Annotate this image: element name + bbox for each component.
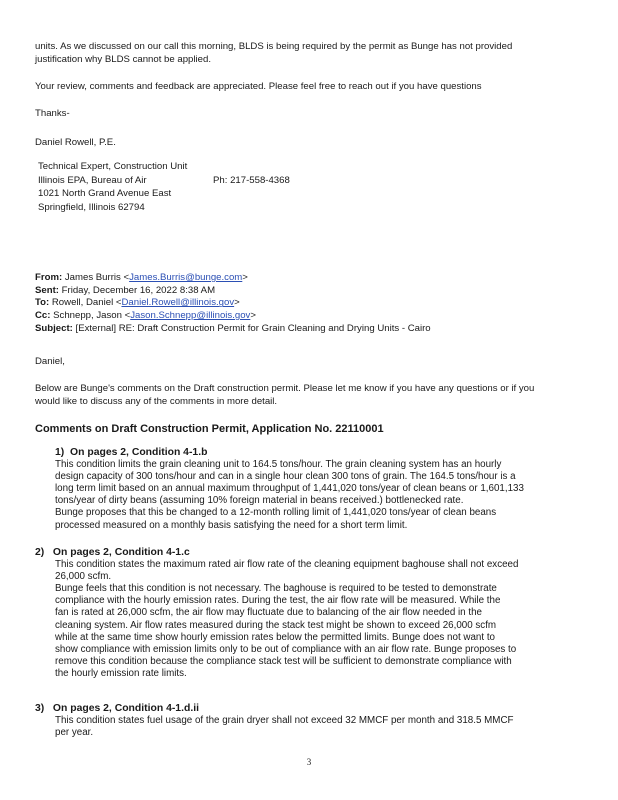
signature-title: Technical Expert, Construction Unit bbox=[38, 161, 188, 172]
thanks-text: Thanks- bbox=[35, 108, 70, 119]
comment-line: processed measured on a monthly basis satisfying the need for a short term limit. bbox=[55, 519, 408, 531]
cc-name: Schnepp, Jason < bbox=[53, 310, 131, 322]
comment-line: This condition limits the grain cleaning unit to 164.5 tons/hour. The grain cleaning system has an hourly bbox=[55, 459, 502, 471]
email-cc-row bbox=[35, 310, 431, 323]
comment-line: This condition states fuel usage of the grain dryer shall not exceed 32 MMCF per month and 318.5 MMCF bbox=[55, 715, 514, 727]
comment-line: This condition states the maximum rated air flow rate of the cleaning equipment baghouse shall not exceed bbox=[55, 559, 519, 571]
review-sentence: Your review, comments and feedback are appreciated. Please feel free to reach out if you have questions bbox=[35, 81, 482, 92]
comment-item-1-body bbox=[55, 459, 585, 532]
to-email-link[interactable]: Daniel.Rowell@illinois.gov bbox=[121, 297, 235, 309]
intro-line-1: units. As we discussed on our call this morning, BLDS is being required by the permit as Bunge has not provided bbox=[35, 41, 513, 52]
signature-city: Springfield, Illinois 62794 bbox=[38, 201, 145, 213]
reply-intro-line-2: would like to discuss any of the comments in more detail. bbox=[35, 396, 278, 407]
comment-line: long term limit based on an annual maximum throughput of 1,441,020 tons/year of clean beans or 1,601,133 bbox=[55, 483, 524, 495]
cc-close: > bbox=[250, 310, 256, 322]
comment-item-1-title bbox=[55, 447, 585, 459]
from-email-link[interactable]: James.Burris@bunge.com bbox=[129, 272, 243, 283]
from-label: From: bbox=[35, 272, 63, 283]
email-to-row bbox=[35, 297, 431, 310]
comment-line: design capacity of 300 tons/hour and can in a single hour clean 300 tons of grain. The 164.5 tons/hour is a bbox=[55, 471, 516, 483]
sender-name: Daniel Rowell, P.E. bbox=[35, 137, 116, 148]
email-subject-row bbox=[35, 323, 431, 336]
comment-item-2-title-text: On pages 2, Condition 4-1.c bbox=[52, 547, 190, 558]
comment-item-3-body bbox=[55, 715, 585, 739]
intro-line-2: justification why BLDS cannot be applied. bbox=[35, 54, 211, 65]
signature-block bbox=[38, 160, 290, 214]
comment-item-2-title bbox=[35, 547, 585, 559]
sent-label: Sent: bbox=[35, 284, 59, 296]
comment-item-2-number: 2) bbox=[35, 547, 45, 558]
signature-phone: Ph: 217-558-4368 bbox=[213, 174, 290, 186]
signature-street: 1021 North Grand Avenue East bbox=[38, 188, 172, 199]
subject-value: [External] RE: Draft Construction Permit for Grain Cleaning and Drying Units - Cairo bbox=[75, 322, 431, 334]
to-label: To: bbox=[35, 297, 50, 309]
cc-email-link[interactable]: Jason.Schnepp@illinois.gov bbox=[130, 310, 251, 322]
comment-line: fan is rated at 26,000 scfm, the air flow may fluctuate due to balancing of the air flow needed in the bbox=[55, 607, 482, 619]
comment-line: compliance with the hourly emission rates. During the test, the air flow rate will be measured. While the bbox=[55, 595, 501, 607]
comment-item-1-number: 1) bbox=[55, 447, 65, 458]
comment-line: Bunge proposes that this be changed to a 12-month rolling limit of 1,441,020 tons/year of clean beans bbox=[55, 507, 497, 519]
reply-intro bbox=[35, 382, 595, 408]
email-from-row bbox=[35, 272, 431, 285]
comment-item-3-title bbox=[35, 703, 585, 715]
comment-line: tons/year of dirty beans (assuming 10% foreign material in beans received.) bottlenecked rate. bbox=[55, 495, 464, 507]
sent-value: Friday, December 16, 2022 8:38 AM bbox=[61, 284, 216, 296]
page-number: 3 bbox=[306, 757, 312, 767]
comment-item-1 bbox=[55, 447, 585, 532]
comment-item-1-title-text: On pages 2, Condition 4-1.b bbox=[70, 447, 208, 458]
comment-item-3-number: 3) bbox=[35, 703, 45, 714]
to-name: Rowell, Daniel < bbox=[51, 297, 122, 309]
comment-item-3 bbox=[35, 703, 585, 739]
comment-line: cleaning system. Air flow rates measured during the stack test might be shown to exceed 26,000 scfm bbox=[55, 619, 497, 631]
reply-greeting: Daniel, bbox=[35, 356, 65, 367]
comment-line: 26,000 scfm. bbox=[55, 571, 112, 583]
email-sent-row bbox=[35, 285, 431, 298]
subject-label: Subject: bbox=[35, 322, 73, 334]
comment-line: remove this condition because the compliance stack test will be sufficient to demonstrate compliance with bbox=[55, 655, 512, 667]
intro-paragraph bbox=[35, 40, 595, 66]
comment-line: show compliance with emission limits only to be out of compliance with an air flow rate. Bunge proposes to bbox=[55, 643, 517, 655]
comment-line: the hourly emission rate limits. bbox=[55, 667, 187, 679]
comment-line: while at the same time show hourly emission rates below the permitted limits. Bunge does not want to bbox=[55, 631, 495, 643]
comments-heading: Comments on Draft Construction Permit, Application No. 22110001 bbox=[35, 423, 384, 435]
from-name: James Burris < bbox=[64, 272, 130, 283]
comment-item-3-title-text: On pages 2, Condition 4-1.d.ii bbox=[52, 703, 199, 714]
cc-label: Cc: bbox=[35, 310, 51, 322]
reply-intro-line-1: Below are Bunge's comments on the Draft construction permit. Please let me know if you have any questions or if you bbox=[35, 383, 535, 394]
comment-line: Bunge feels that this condition is not necessary. The baghouse is required to be tested to demonstrate bbox=[55, 583, 497, 595]
email-header bbox=[35, 272, 431, 336]
from-close: > bbox=[242, 272, 248, 283]
signature-org: Illinois EPA, Bureau of Air bbox=[38, 174, 147, 186]
comment-line: per year. bbox=[55, 727, 94, 739]
to-close: > bbox=[234, 297, 240, 309]
comment-item-2-body bbox=[55, 559, 585, 680]
comment-item-2 bbox=[35, 547, 585, 680]
